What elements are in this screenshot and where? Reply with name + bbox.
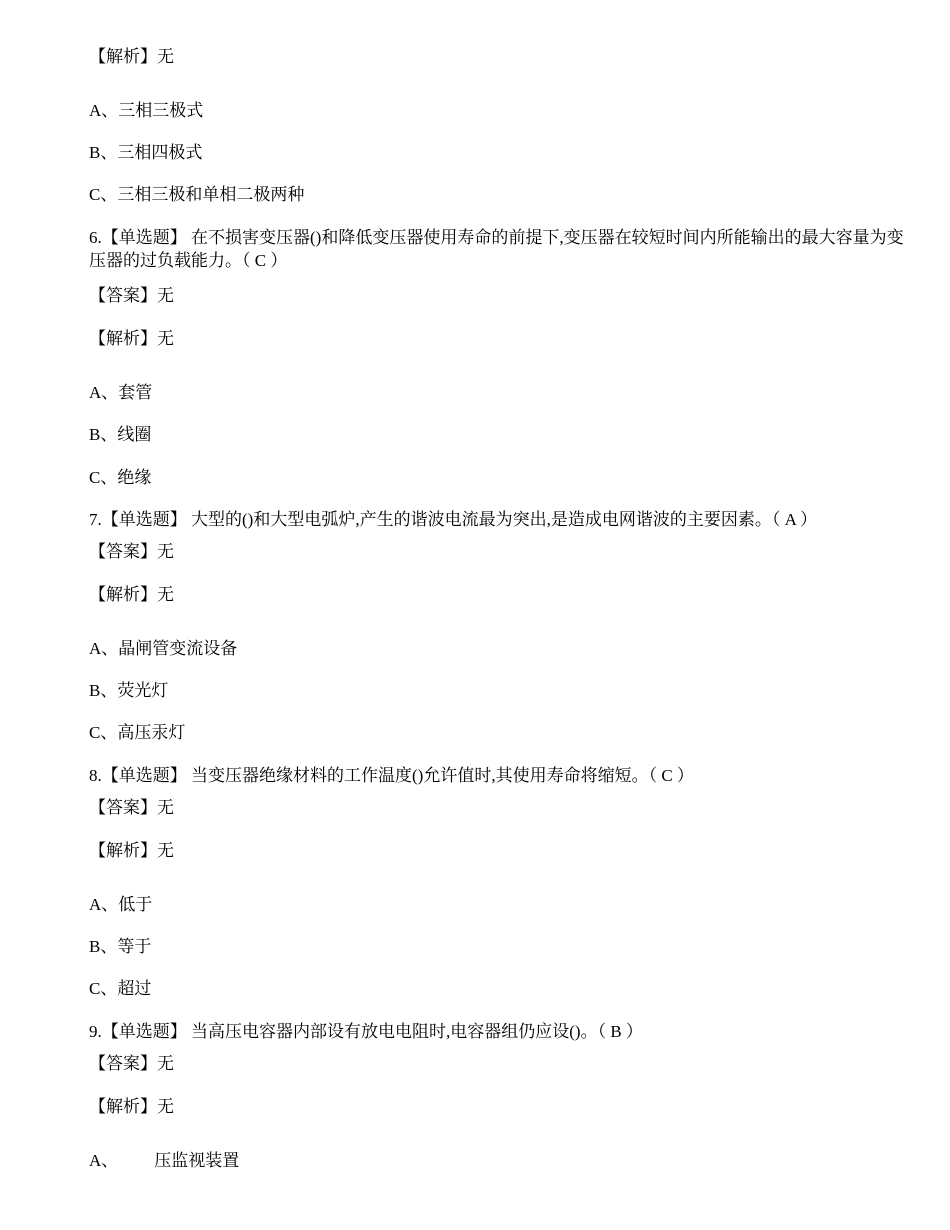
explanation-text: 【解析】无 xyxy=(89,585,174,604)
option-b: B、线圈 xyxy=(89,425,152,444)
question-9-stem: 9.【单选题】 当高压电容器内部设有放电电阻时,电容器组仍应设()。（ B ） xyxy=(89,1022,643,1041)
question-6-stem: 6.【单选题】 在不损害变压器()和降低变压器使用寿命的前提下,变压器在较短时间内所能输出的最大容量为变压器的过负载能力。（ C ） xyxy=(89,228,904,270)
option-a-text: 压监视装置 xyxy=(154,1151,240,1170)
explanation-text: 【解析】无 xyxy=(89,1097,174,1116)
explanation-text: 【解析】无 xyxy=(89,841,174,860)
option-b: B、三相四极式 xyxy=(89,143,203,162)
option-a-prefix: A、 xyxy=(89,1151,119,1170)
explanation-text: 【解析】无 xyxy=(89,47,174,66)
question-7-stem: 7.【单选题】 大型的()和大型电弧炉,产生的谐波电流最为突出,是造成电网谐波的主要因素。（ A ） xyxy=(89,510,818,529)
answer-text: 【答案】无 xyxy=(89,1054,174,1073)
option-c: C、超过 xyxy=(89,979,152,998)
option-c: C、高压汞灯 xyxy=(89,723,186,742)
explanation-text: 【解析】无 xyxy=(89,329,174,348)
answer-text: 【答案】无 xyxy=(89,286,174,305)
answer-text: 【答案】无 xyxy=(89,798,174,817)
option-a xyxy=(89,1149,239,1172)
option-a: A、三相三极式 xyxy=(89,101,204,120)
option-c: C、三相三极和单相二极两种 xyxy=(89,185,305,204)
option-b: B、荧光灯 xyxy=(89,681,169,700)
answer-text: 【答案】无 xyxy=(89,542,174,561)
option-a: A、低于 xyxy=(89,895,153,914)
option-c: C、绝缘 xyxy=(89,468,152,487)
option-a: A、晶闸管变流设备 xyxy=(89,639,238,658)
question-8-stem: 8.【单选题】 当变压器绝缘材料的工作温度()允许值时,其使用寿命将缩短。（ C ） xyxy=(89,766,694,785)
option-a: A、套管 xyxy=(89,383,153,402)
option-b: B、等于 xyxy=(89,937,152,956)
